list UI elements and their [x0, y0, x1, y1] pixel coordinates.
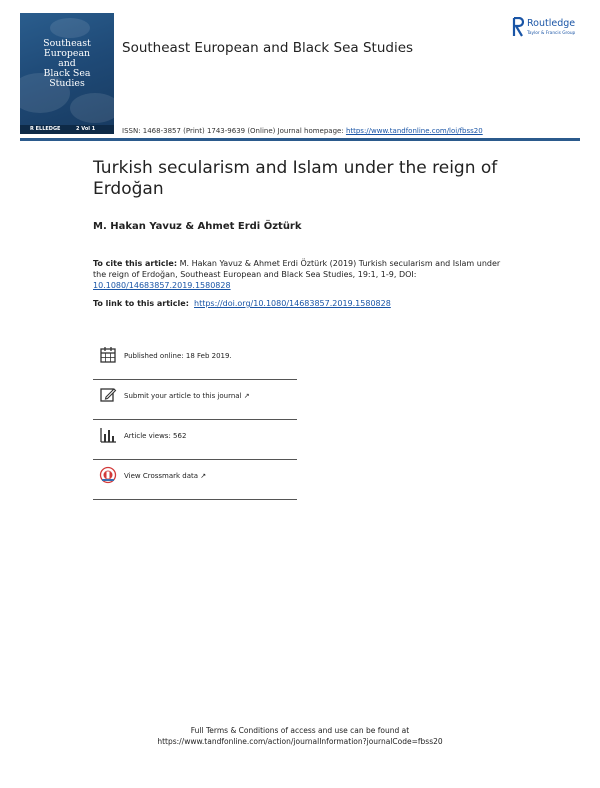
meta-submit[interactable]: [93, 380, 297, 420]
publisher-tagline: Taylor & Francis Group: [527, 31, 576, 36]
meta-published: Published online: 18 Feb 2019.: [93, 340, 297, 380]
external-link-icon: ↗: [200, 472, 207, 480]
bar-chart-icon: [99, 426, 117, 444]
article-link-block: [93, 299, 391, 308]
journal-title: Southeast European and Black Sea Studies: [122, 40, 414, 56]
external-link-icon: ↗: [243, 392, 250, 400]
citation-block: [93, 258, 511, 291]
header-divider: [20, 138, 580, 141]
routledge-logo-icon: [512, 17, 524, 37]
article-authors: M. Hakan Yavuz & Ahmet Erdi Öztürk: [93, 221, 302, 232]
view-crossmark-link[interactable]: View Crossmark data: [124, 472, 199, 480]
calendar-icon: [99, 346, 117, 364]
article-title: Turkish secularism and Islam under the reign of Erdoğan: [93, 158, 498, 199]
cover-title: Southeast European and Black Sea Studies: [43, 38, 91, 89]
cite-doi-link[interactable]: 10.1080/14683857.2019.1580828: [93, 281, 231, 290]
edit-icon: [99, 386, 117, 404]
publisher-name: Routledge: [527, 18, 576, 29]
meta-views: Article views: 562: [93, 420, 297, 460]
journal-homepage-link[interactable]: https://www.tandfonline.com/loi/fbss20: [345, 127, 483, 135]
cover-footer: R ELLEDGE 2 Vol 1: [20, 125, 114, 134]
footer-terms-link[interactable]: https://www.tandfonline.com/action/journalInformation?journalCode=fbss20: [157, 737, 443, 746]
cite-label: To cite this article:: [93, 259, 178, 268]
footer-terms-text: Full Terms & Conditions of access and use can be found at: [190, 726, 410, 735]
article-meta-list: [93, 340, 297, 500]
crossmark-icon: [99, 466, 117, 484]
meta-crossmark[interactable]: [93, 460, 297, 500]
cite-text: M. Hakan Yavuz & Ahmet Erdi Öztürk (2019) Turkish secularism and Islam under the reign of Erdoğan, Southeast European and Black Sea Studies, 19:1, 1-9, DOI:: [93, 259, 501, 279]
issn-line: ISSN: 1468-3857 (Print) 1743-9639 (Online) Journal homepage: https://www.tandfonline.com/loi/fbss20: [122, 127, 483, 135]
link-label: To link to this article:: [93, 299, 189, 308]
article-doi-link[interactable]: https://doi.org/10.1080/14683857.2019.1580828: [194, 299, 391, 308]
submit-article-link[interactable]: Submit your article to this journal: [124, 392, 242, 400]
journal-cover-image: [20, 13, 114, 134]
footer: [0, 725, 600, 747]
routledge-logo: [512, 17, 592, 41]
